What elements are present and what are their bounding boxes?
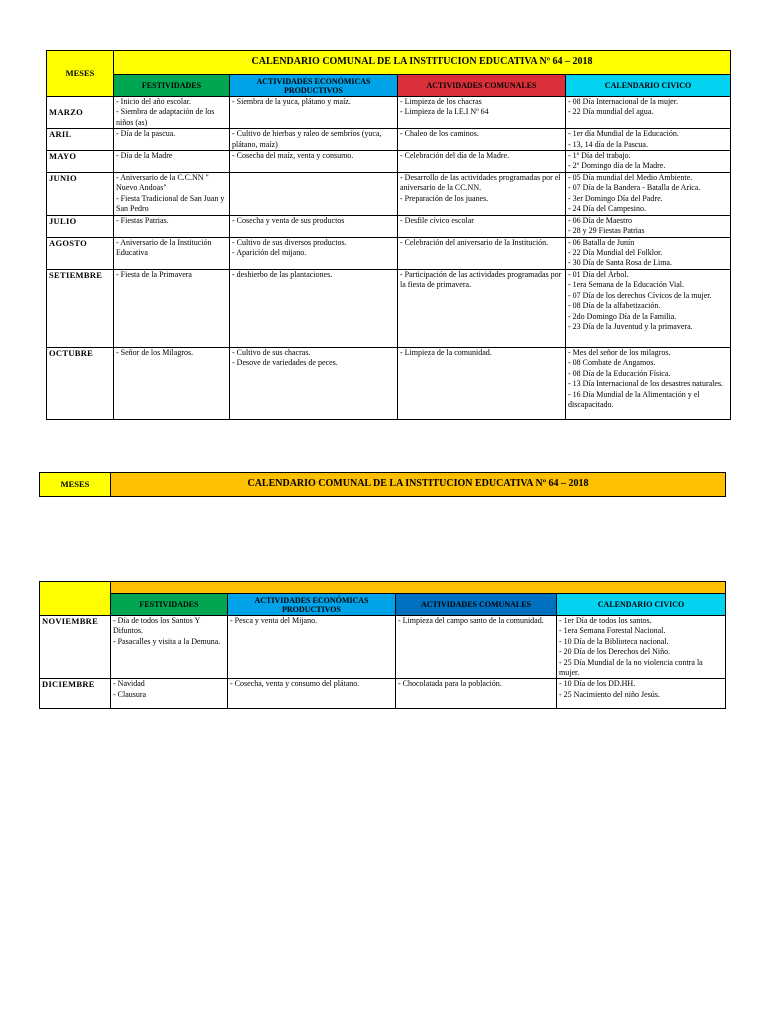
list-item: - Cosecha, venta y consumo del plátano.: [230, 679, 360, 689]
eco-cell: [228, 616, 396, 679]
com-cell: [398, 151, 566, 173]
eco-cell: [230, 129, 398, 151]
list-item: - Preparación de los juanes.: [400, 193, 489, 203]
com-cell: [398, 97, 566, 129]
list-item: - 2do Domingo Día de la Familia.: [568, 311, 677, 321]
list-item: - Desarrollo de las actividades programadas por el aniversario de la CC.NN.: [400, 173, 561, 193]
table-row: [47, 97, 731, 129]
list-item: - Aniversario de la C.C.NN " Nuevo Andoas": [116, 173, 209, 193]
list-item: - Celebración del aniversario de la Institución.: [400, 237, 549, 247]
list-item: - 23 Día de la Juventud y la primavera.: [568, 321, 693, 331]
list-item: - Limpieza de los chacras: [400, 97, 482, 106]
fest-cell: [114, 237, 230, 269]
list-item: - 3er Domingo Día del Padre.: [568, 193, 663, 203]
civ-cell: [566, 97, 731, 129]
com-cell: [398, 173, 566, 216]
header-calendario-civico: CALENDARIO CIVICO: [557, 594, 726, 616]
fest-cell: [114, 173, 230, 216]
list-item: - Navidad: [113, 679, 145, 689]
eco-cell: [230, 215, 398, 237]
month-cell: AGOSTO: [47, 237, 114, 269]
header-calendario-civico: CALENDARIO CIVICO: [566, 75, 731, 97]
list-item: - Aparición del mijano.: [232, 248, 307, 258]
com-cell: [398, 129, 566, 151]
calendar-table-1: [46, 50, 731, 420]
header-festividades: FESTIVIDADES: [114, 75, 230, 97]
list-item: - Chaleo de los caminos.: [400, 129, 479, 139]
month-cell: SETIEMBRE: [47, 269, 114, 347]
list-item: - 08 Día Internacional de la mujer.: [568, 97, 678, 106]
meses-header: MESES: [47, 51, 114, 97]
table-row: [40, 616, 726, 679]
fest-cell: [114, 151, 230, 173]
fest-cell: [111, 679, 228, 709]
calendar-table-2: [39, 472, 726, 497]
list-item: - 08 Combate de Angamos.: [568, 358, 656, 368]
table-title: CALENDARIO COMUNAL DE LA INSTITUCION EDUCATIVA Nº 64 – 2018: [111, 473, 726, 497]
list-item: - 1er Día de todos los santos.: [559, 616, 652, 625]
list-item: - Pasacalles y visita a la Demuna.: [113, 636, 221, 646]
com-cell: [398, 215, 566, 237]
com-cell: [396, 679, 557, 709]
list-item: - 25 Día Mundial de la no violencia contra la mujer.: [559, 657, 703, 678]
list-item: - 28 y 29 Fiestas Patrias: [568, 226, 645, 236]
civ-cell: [557, 679, 726, 709]
header-actividades-comunales: ACTIVIDADES COMUNALES: [398, 75, 566, 97]
list-item: - 13, 14 día de la Pascua.: [568, 139, 648, 149]
civ-cell: [566, 129, 731, 151]
table-row: [47, 269, 731, 347]
list-item: - 13 Día Internacional de los desastres naturales.: [568, 379, 724, 389]
list-item: - 05 Día mundial del Medio Ambiente.: [568, 173, 693, 183]
meses-blank-cell: [40, 582, 111, 616]
civ-cell: [557, 616, 726, 679]
list-item: - 08 Día de la Educación Física.: [568, 368, 671, 378]
meses-header: MESES: [40, 473, 111, 497]
list-item: - Limpieza del campo santo de la comunidad.: [398, 616, 544, 625]
list-item: - Día de todos los Santos Y Difuntos.: [113, 616, 200, 636]
header-actividades-comunales: ACTIVIDADES COMUNALES: [396, 594, 557, 616]
table-row: [47, 173, 731, 216]
list-item: - Siembra de la yuca, plátano y maíz.: [232, 97, 351, 106]
list-item: - Cultivo de hierbas y raleo de sembríos (yuca, plátano, maíz): [232, 129, 382, 149]
civ-cell: [566, 347, 731, 419]
month-cell: DICIEMBRE: [40, 679, 111, 709]
list-item: - deshierbo de las plantaciones.: [232, 269, 333, 279]
list-item: - 1º Día del trabajo.: [568, 151, 631, 161]
month-cell: MARZO: [47, 97, 114, 129]
list-item: - 01 Día del Árbol.: [568, 269, 629, 279]
list-item: - 1era Semana de la Educación Vial.: [568, 280, 684, 290]
list-item: - 2º Domingo día de la Madre.: [568, 161, 666, 171]
list-item: - 1er día Mundial de la Educación.: [568, 129, 679, 139]
table-title: CALENDARIO COMUNAL DE LA INSTITUCION EDUCATIVA Nº 64 – 2018: [114, 51, 731, 75]
list-item: - 22 Día Mundial del Folklor.: [568, 248, 663, 258]
list-item: - Aniversario de la Institución Educativa: [116, 237, 212, 258]
list-item: - Inicio del año escolar.: [116, 97, 191, 106]
table-row: [47, 215, 731, 237]
civ-cell: [566, 237, 731, 269]
com-cell: [398, 347, 566, 419]
eco-cell: [230, 347, 398, 419]
com-cell: [396, 616, 557, 679]
header-festividades: FESTIVIDADES: [111, 594, 228, 616]
eco-cell: [230, 151, 398, 173]
list-item: - Celebración del día de la Madre.: [400, 151, 510, 161]
list-item: - Mes del señor de los milagros.: [568, 347, 671, 357]
list-item: - Desfile cívico escolar: [400, 215, 474, 225]
table-row: [47, 129, 731, 151]
list-item: - 1era Semana Forestal Nacional.: [559, 626, 666, 636]
list-item: - Pesca y venta del Mijano.: [230, 616, 318, 625]
list-item: - 07 Día de la Bandera - Batalla de Arica.: [568, 183, 701, 193]
list-item: - Cultivo de sus chacras.: [232, 347, 311, 357]
month-cell: MAYO: [47, 151, 114, 173]
table-row: [40, 679, 726, 709]
list-item: - Clausura: [113, 689, 147, 699]
fest-cell: [114, 269, 230, 347]
list-item: - 24 Día del Campesino.: [568, 204, 646, 214]
list-item: - 10 Día de la Biblioteca nacional.: [559, 636, 669, 646]
eco-cell: [230, 173, 398, 216]
list-item: - 07 Día de los derechos Cívicos de la mujer.: [568, 290, 712, 300]
header-actividades-economicas: ACTIVIDADES ECONÓMICAS PRODUCTIVOS: [228, 594, 396, 616]
fest-cell: [114, 215, 230, 237]
fest-cell: [114, 347, 230, 419]
civ-cell: [566, 215, 731, 237]
civ-cell: [566, 173, 731, 216]
list-item: - 10 Día de los DD.HH.: [559, 679, 636, 689]
month-cell: ARIL: [47, 129, 114, 151]
civ-cell: [566, 151, 731, 173]
calendar-table-3: [39, 581, 726, 709]
list-item: - Participación de las actividades programadas por la fiesta de primavera.: [400, 269, 562, 290]
list-item: - Desove de variedades de peces.: [232, 358, 338, 368]
table-row: [47, 347, 731, 419]
list-item: - 25 Nacimiento del niño Jesús.: [559, 689, 660, 699]
com-cell: [398, 269, 566, 347]
title-blank-cell: [111, 582, 726, 594]
fest-cell: [114, 97, 230, 129]
month-cell: OCTUBRE: [47, 347, 114, 419]
list-item: - 08 Día de la alfabetización.: [568, 301, 661, 311]
list-item: - Cultivo de sus diversos productos.: [232, 237, 347, 247]
list-item: - 30 Día de Santa Rosa de Lima.: [568, 258, 672, 268]
list-item: - 20 Día de los Derechos del Niño.: [559, 647, 671, 657]
list-item: - Día de la pascua.: [116, 129, 176, 139]
list-item: - Chocolatada para la población.: [398, 679, 502, 689]
list-item: - 22 Día mundial del agua.: [568, 107, 654, 117]
eco-cell: [230, 237, 398, 269]
list-item: - 16 Día Mundial de la Alimentación y el discapacitado.: [568, 389, 700, 409]
fest-cell: [111, 616, 228, 679]
month-cell: JUNIO: [47, 173, 114, 216]
list-item: - Fiesta Tradicional de San Juan y San Pedro: [116, 193, 225, 214]
header-actividades-economicas: ACTIVIDADES ECONÓMICAS PRODUCTIVOS: [230, 75, 398, 97]
list-item: - Fiestas Patrias.: [116, 215, 169, 225]
list-item: - Día de la Madre: [116, 151, 173, 161]
list-item: - Limpieza de la comunidad.: [400, 347, 492, 357]
list-item: - 06 Día de Maestro: [568, 215, 632, 225]
list-item: - 06 Batalla de Junín: [568, 237, 635, 247]
list-item: - Fiesta de la Primavera: [116, 269, 192, 279]
eco-cell: [230, 97, 398, 129]
eco-cell: [228, 679, 396, 709]
com-cell: [398, 237, 566, 269]
fest-cell: [114, 129, 230, 151]
month-cell: NOVIEMBRE: [40, 616, 111, 679]
list-item: - Limpieza de la I.E.I Nº 64: [400, 107, 489, 117]
eco-cell: [230, 269, 398, 347]
list-item: - Cosecha y venta de sus productos: [232, 215, 345, 225]
table-row: [47, 151, 731, 173]
month-cell: JULIO: [47, 215, 114, 237]
table-row: [47, 237, 731, 269]
list-item: - Señor de los Milagros.: [116, 347, 194, 357]
list-item: - Siembra de adaptación de los niños (as): [116, 107, 215, 127]
civ-cell: [566, 269, 731, 347]
list-item: - Cosecha del maíz, venta y consumo.: [232, 151, 354, 161]
